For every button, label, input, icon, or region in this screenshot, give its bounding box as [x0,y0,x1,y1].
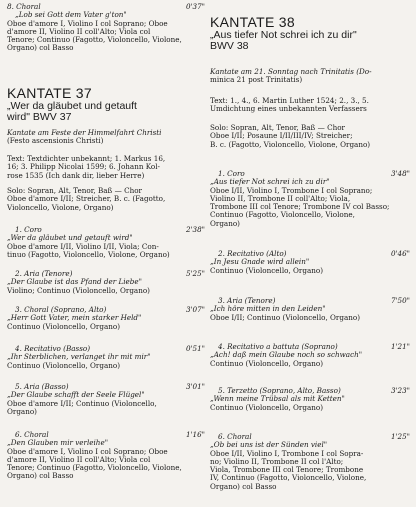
movement-duration: 3'23" [390,386,410,395]
movement [210,250,410,275]
movement-line: Viola, Trombone III col Tenore; Trombone [210,465,364,475]
text-line: rose 1535 (Ich dank dir, lieber Herre) [7,170,145,180]
movement-title: 4. Recitativo (Basso) [15,344,91,353]
movement-line: Oboe I/II; Continuo (Violoncello, Organo) [210,312,361,322]
movement-line: Oboe I/II, Violino I, Trombone I col Sopra- [210,448,364,458]
movement-incipit: „Den Glauben mir verleihe" [7,438,109,448]
movement-heading [7,431,205,439]
movement-line: Organo) col Basso [210,481,277,491]
scoring-line: Solo: Sopran, Alt, Tenor, Baß — Chor [210,123,345,132]
movement-line: Violino; Continuo (Violoncello, Organo) [7,285,150,295]
movement-incipit: „Der Glaube schafft der Seele Flügel" [7,390,145,400]
movement [7,306,205,331]
occasion-line: minica 21 post Trinitatis) [210,75,303,85]
movement-title: 1. Coro [15,225,42,234]
movement-line: Tenore; Continuo (Fagotto, Violoncello, Violone, [7,463,182,473]
movement-incipit: „Ob bei uns ist der Sünden viel" [210,440,328,450]
text-line: 16; 3. Philipp Nicolai 1599; 6. Johann Kol- [7,162,160,172]
movement-line: Organo) col Basso [7,471,74,481]
scoring-line: Solo: Sopran, Alt, Tenor, Baß — Chor [7,186,142,195]
movement-title: 6. Choral [218,432,252,441]
movement-line: Continuo (Violoncello, Organo) [7,360,121,370]
movement-line: Tenore; Continuo (Fagotto, Violoncello, Violone, [7,35,182,45]
movement-heading [7,3,205,11]
movement [210,343,410,368]
movement [210,170,410,228]
scoring-line: Violoncello, Violone, Organo) [7,202,114,212]
movement-incipit: „Wer da gläubet und getauft wird" [7,233,133,243]
movement-incipit: „Ich höre mitten in den Leiden" [210,304,326,314]
movement-top [7,3,205,53]
movement-title: 2. Aria (Tenore) [15,269,73,278]
cantata-text-credits [210,97,410,114]
movement-line: Continuo (Violoncello, Organo) [210,402,324,412]
movement-heading [7,345,205,353]
movement-heading [7,306,205,314]
movement-title: 3. Aria (Tenore) [218,296,276,305]
movement-incipit: „Der Glaube ist das Pfand der Liebe" [7,277,142,287]
movement-duration: 2'38" [185,225,205,234]
scoring-line: B. c. (Fagotto, Violoncello, Violone, Organo) [210,139,371,149]
movement-heading [210,170,410,178]
movement-line: d'amore II, Violino II coll'Alto; Viola col [7,26,151,36]
movement-line: Oboe d'amore I/II; Continuo (Violoncello, [7,398,157,408]
occasion-line: (Festo ascensionis Christi) [7,136,104,146]
cantata-scoring [210,124,410,149]
text-line: Umdichtung eines unbekannten Verfassers [210,104,367,114]
cantata-title-line: „Aus tiefer Not schrei ich zu dir" [210,29,357,41]
movement-incipit: „Ihr Sterblichen, verlanget ihr mit mir" [7,352,151,362]
movement-line: Organo) col Basso [7,43,74,53]
movement [7,270,205,295]
movement [7,431,205,481]
movement-duration: 5'25" [185,269,205,278]
movement-heading [7,226,205,234]
movement-line: Trombone III col Tenore; Trombone IV col Basso; [210,202,390,212]
movement-line: Continuo (Violoncello, Organo) [210,265,324,275]
movement-duration: 1'21" [390,342,410,351]
text-line: Text: 1., 4., 6. Martin Luther 1524; 2., 3., 5. [210,96,369,105]
movement-incipit: „In Jesu Gnade wird allein" [210,257,310,267]
movement [7,345,205,370]
movement-title: 4. Recitativo a battuta (Soprano) [218,342,338,351]
movement-title: 5. Aria (Basso) [15,382,69,391]
movement-heading [210,343,410,351]
movement-heading [210,250,410,258]
movement-heading [7,270,205,278]
movement-duration: 0'37" [185,2,205,11]
movement-title: 6. Choral [15,430,49,439]
movement [210,433,410,491]
movement-line: Violino II, Trombone II coll'Alto; Viola, [210,193,351,203]
movement-incipit: „Wenn meine Trübsal als mit Ketten" [210,394,345,404]
movement-line: Oboe d'amore I, Violino I col Soprano; Oboe [7,18,168,28]
cantata-text-credits [7,155,205,180]
movement-line: Continuo (Fagotto, Violoncello, Violone, [210,210,355,220]
movement-duration: 0'51" [185,344,205,353]
cantata-number: KANTATE 38 [210,14,295,30]
movement [7,226,205,259]
movement-line: Oboe d'amore I, Violino I col Soprano; Oboe [7,446,168,456]
cantata-scoring [7,187,205,212]
movement-heading [210,387,410,395]
occasion-line: Kantate am Feste der Himmelfahrt Christi [7,128,162,137]
movement-line: Oboe d'amore I/II, Violino I/II, Viola; Con- [7,241,159,251]
cantata-title-line: „Wer da gläubet und getauft [7,100,137,112]
movement-duration: 0'46" [390,249,410,258]
movement-title: 8. Choral [7,2,41,11]
movement-title: 2. Recitativo (Alto) [218,249,287,258]
cantata-occasion [210,68,410,85]
movement-line: tinuo (Fagotto, Violoncello, Violone, Organo) [7,249,170,259]
cantata-header [210,15,410,52]
scoring-line: Oboe d'amore I/II; Streicher, B. c. (Fagotto, [7,194,166,204]
movement-duration: 1'25" [390,432,410,441]
movement-line: d'amore II, Violino II coll'Alto; Viola col [7,454,151,464]
cantata-title-line: BWV 38 [210,40,249,53]
cantata-title-line: wird" BWV 37 [7,111,72,124]
movement-title: 5. Terzetto (Soprano, Alto, Basso) [218,386,341,395]
movement [7,383,205,416]
cantata-header [7,86,205,123]
movement-incipit: „Herr Gott Vater, mein starker Held" [7,313,142,323]
movement [210,297,410,322]
movement-duration: 3'01" [185,382,205,391]
movement-incipit: „Ach! daß mein Glaube noch so schwach" [210,350,363,360]
movement-duration: 3'48" [390,169,410,178]
movement-heading [210,433,410,441]
movement-duration: 1'16" [185,430,205,439]
movement-line: no; Violino II, Trombone II col l'Alto; [210,456,344,466]
movement-line: Oboe I/II, Violino I, Trombone I col Soprano; [210,185,373,195]
text-line: Text: Textdichter unbekannt; 1. Markus 16, [7,154,166,163]
cantata-occasion [7,129,205,146]
movement-incipit: „Aus tiefer Not schrei ich zu dir" [210,177,330,187]
movement-duration: 3'07" [185,305,205,314]
movement-heading [210,297,410,305]
scoring-line: Oboe I/II; Posaune I/II/III/IV; Streicher; [210,131,353,141]
movement-line: IV, Continuo (Fagotto, Violoncello, Violone, [210,473,367,483]
movement-title: 1. Coro [218,169,245,178]
movement-heading [7,383,205,391]
cantata-number: KANTATE 37 [7,85,92,101]
movement-duration: 7'50" [390,296,410,305]
occasion-line: Kantate am 21. Sonntag nach Trinitatis (Do- [210,67,372,76]
movement-title: 3. Choral (Soprano, Alto) [15,305,107,314]
movement-line: Continuo (Violoncello, Organo) [7,321,121,331]
movement-line: Continuo (Violoncello, Organo) [210,358,324,368]
movement-incipit: „Lob sei Gott dem Vater g'ton" [15,10,127,20]
movement-line: Organo) [210,218,240,228]
movement [210,387,410,412]
movement-line: Organo) [7,406,37,416]
